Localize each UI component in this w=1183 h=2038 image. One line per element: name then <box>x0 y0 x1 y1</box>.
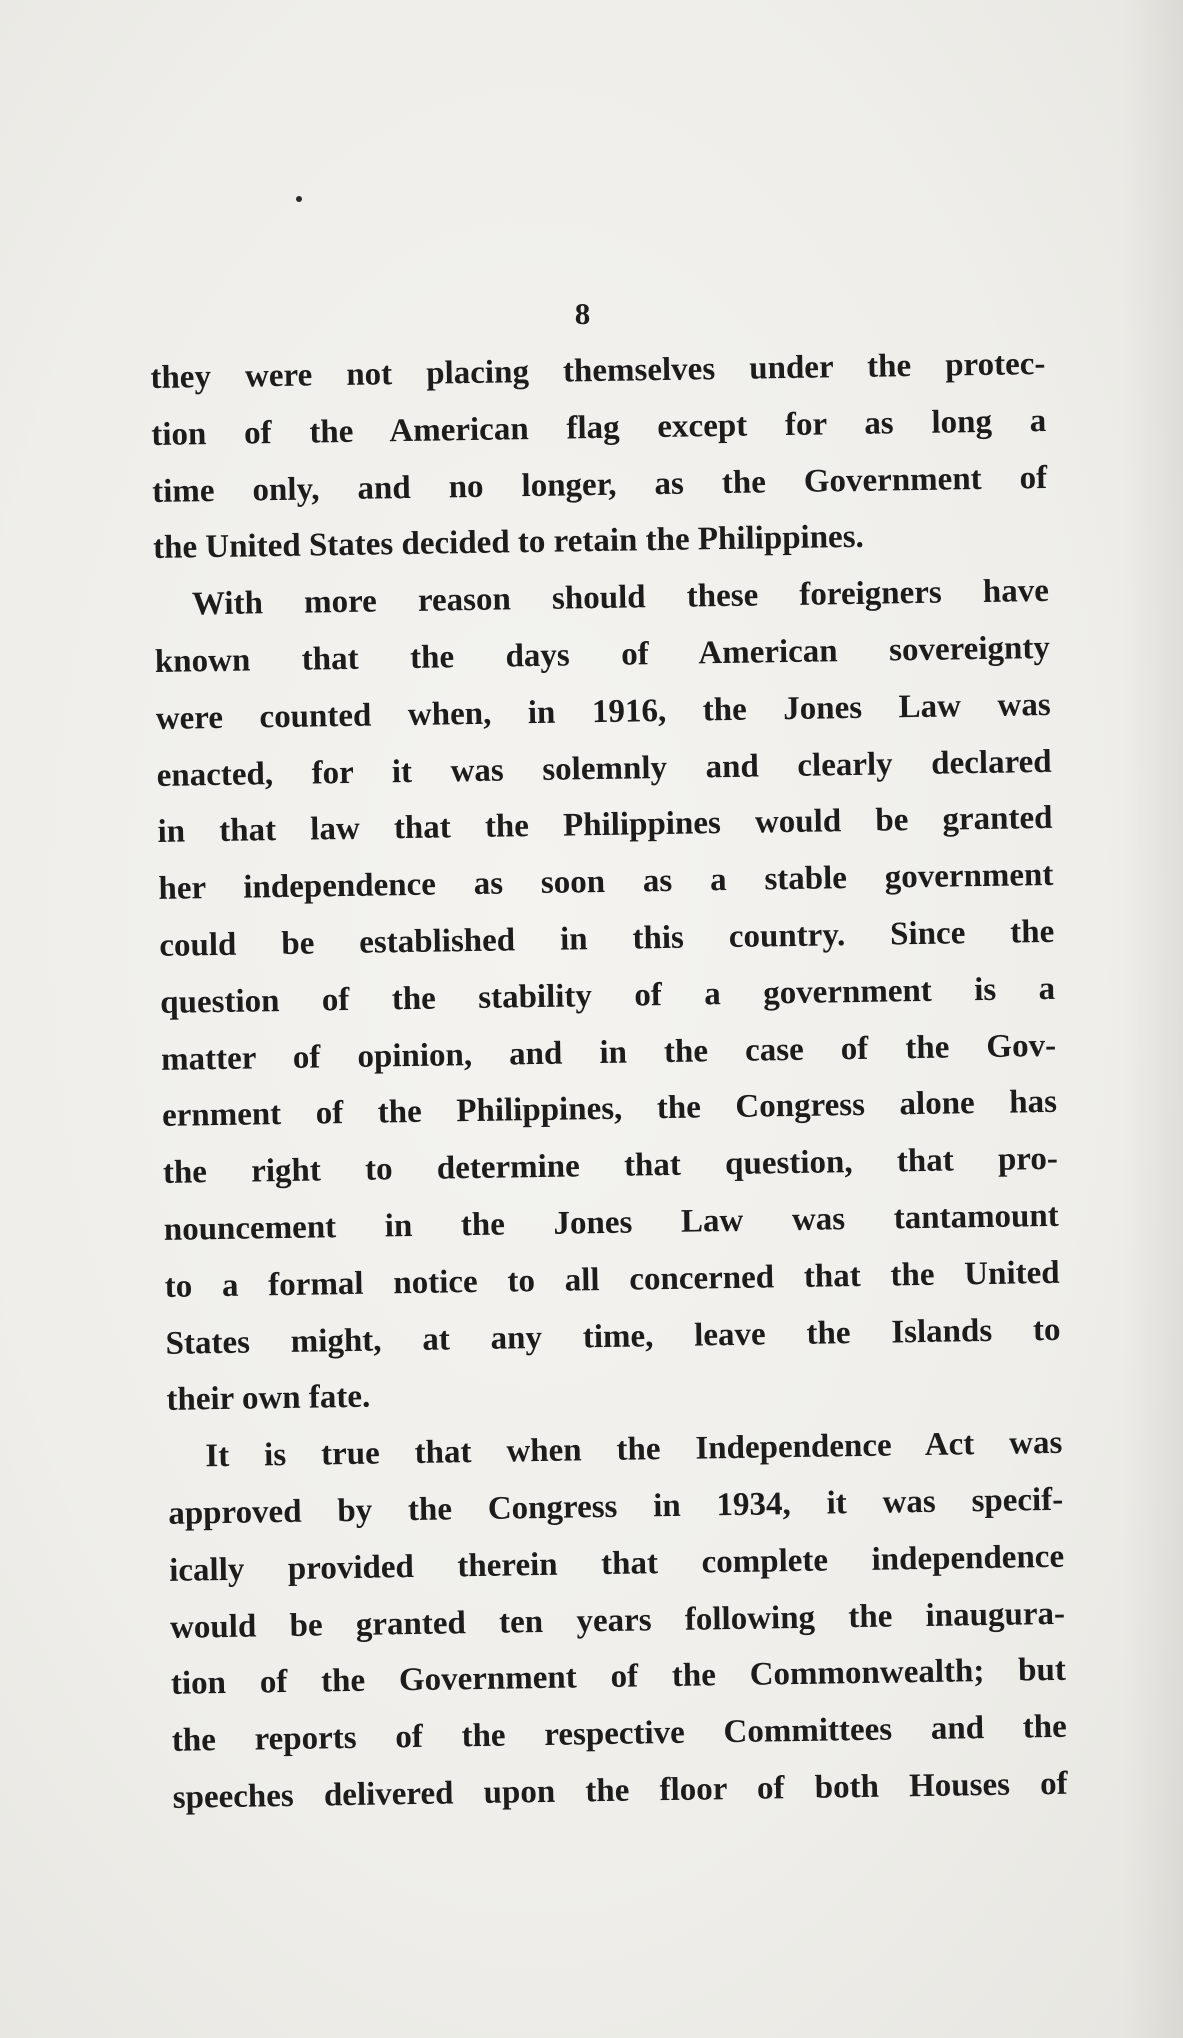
text-line: would be granted ten years following the inaugura- <box>169 1595 1066 1646</box>
text-line: were counted when, in 1916, the Jones Law was <box>155 686 1051 737</box>
text-line: States might, at any time, leave the Islands to <box>165 1311 1061 1362</box>
text-line: question of the stability of a government is a <box>159 970 1056 1021</box>
page-number: 8 <box>574 296 591 331</box>
text-line: known that the days of American sovereignty <box>154 629 1051 680</box>
text-line: their own fate. <box>166 1379 371 1419</box>
text-line: speeches delivered upon the floor of both Houses of <box>172 1765 1068 1816</box>
text-line: to a formal notice to all concerned that the United <box>164 1254 1060 1305</box>
body-text <box>150 336 1068 1827</box>
text-line: With more reason should these foreigners have <box>191 573 1050 623</box>
text-line: It is true that when the Independence Act was <box>205 1424 1063 1475</box>
text-line: tion of the Government of the Commonwealth; but <box>170 1652 1067 1703</box>
text-line: time only, and no longer, as the Government of <box>151 459 1048 510</box>
text-line: they were not placing themselves under the protec- <box>150 345 1046 396</box>
text-line: matter of opinion, and in the case of the Gov- <box>160 1027 1057 1078</box>
text-line: nouncement in the Jones Law was tantamount <box>163 1197 1059 1248</box>
text-line: ernment of the Philippines, the Congress alone has <box>161 1084 1058 1135</box>
text-line: enacted, for it was solemnly and clearly declared <box>156 743 1052 794</box>
text-line: approved by the Congress in 1934, it was specif- <box>167 1481 1064 1532</box>
text-line: the United States decided to retain the Philippines. <box>152 519 865 567</box>
text-line: in that law that the Philippines would be granted <box>157 800 1053 851</box>
text-line: the right to determine that question, that pro- <box>162 1140 1059 1192</box>
text-line: could be established in this country. Since the <box>159 913 1055 964</box>
text-line: her independence as soon as a stable government <box>158 857 1054 908</box>
ink-speck <box>296 196 302 202</box>
text-line: tion of the American flag except for as long a <box>151 402 1047 453</box>
text-line: ically provided therein that complete independence <box>168 1538 1065 1589</box>
text-line: the reports of the respective Committees and the <box>171 1708 1068 1759</box>
